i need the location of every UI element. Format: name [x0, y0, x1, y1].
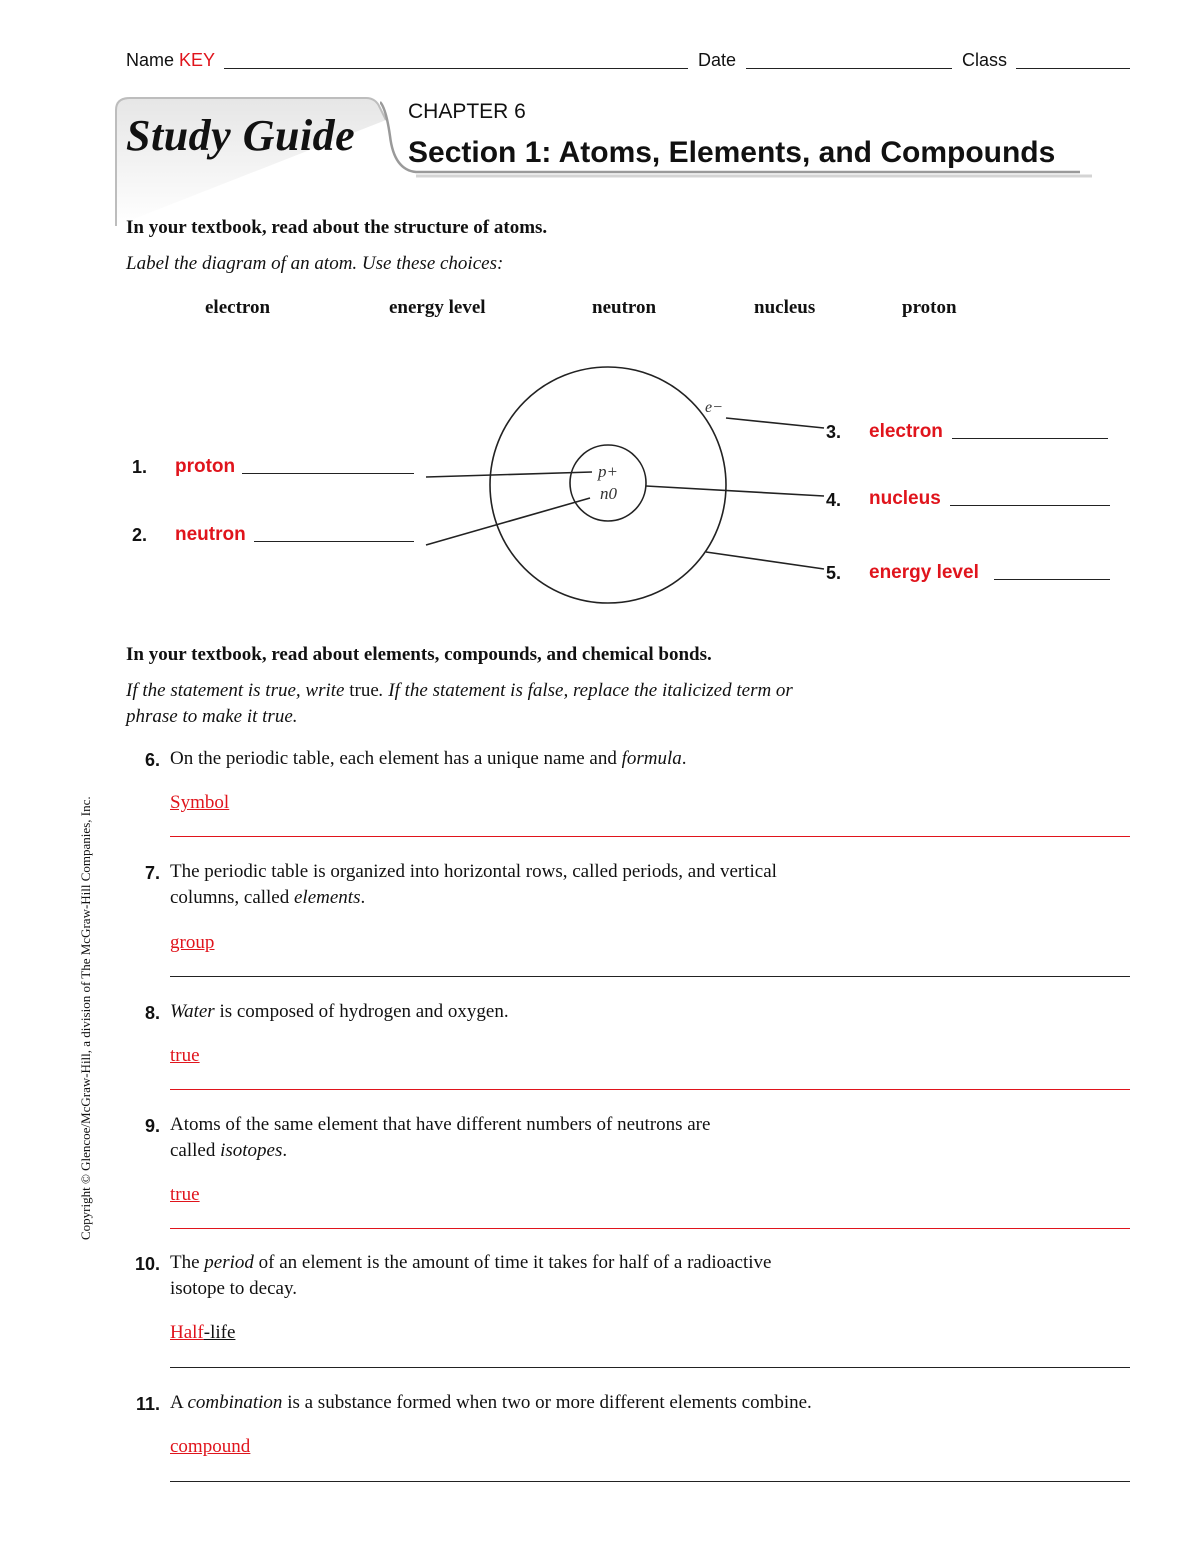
chapter-label: CHAPTER 6 [408, 100, 526, 123]
choice-neutron: neutron [592, 297, 657, 318]
question-10-text [170, 1250, 930, 1302]
question-11-number: 11. [135, 1394, 160, 1414]
label-4-answer: nucleus [869, 488, 941, 509]
label-5-answer: energy level [869, 562, 979, 583]
nucleus-circle [570, 445, 646, 521]
directions-part-b: . If the statement is false, replace the italicized term or [378, 680, 793, 701]
question-11-answer[interactable] [170, 1436, 250, 1458]
q6-post: . [681, 748, 687, 769]
label-4-number: 4. [826, 490, 842, 510]
label-2-answer: neutron [175, 524, 246, 545]
question-7-answer-line [170, 976, 1130, 977]
name-value: KEY [179, 50, 216, 70]
question-10-answer-line [170, 1367, 1130, 1368]
name-label: Name [126, 50, 175, 70]
choice-proton: proton [902, 297, 957, 318]
q11-post: is a substance formed when two or more different elements combine. [282, 1392, 812, 1413]
copyright-notice: Copyright © Glencoe/McGraw-Hill, a division of The McGraw-Hill Companies, Inc. [78, 796, 93, 1240]
question-9-answer[interactable] [170, 1184, 200, 1206]
q7-italic-term: elements [294, 887, 361, 908]
leader-line-electron [726, 418, 824, 428]
label-3-answer: electron [869, 421, 943, 442]
q6-answer-text: Symbol [170, 792, 230, 813]
date-label: Date [698, 50, 737, 70]
question-9-number: 9. [144, 1116, 160, 1136]
question-10-number: 10. [134, 1254, 160, 1274]
question-8-number: 8. [144, 1003, 160, 1023]
part2-instruction: In your textbook, read about elements, compounds, and chemical bonds. [126, 644, 712, 665]
label-1-number: 1. [132, 457, 148, 477]
part2-directions-line2: phrase to make it true. [126, 706, 298, 727]
choice-energy-level: energy level [389, 297, 486, 318]
q10-answer-text: Half [170, 1322, 204, 1343]
section-title: Section 1: Atoms, Elements, and Compounds [408, 136, 1056, 169]
part1-instruction: In your textbook, read about the structure of atoms. [126, 217, 548, 238]
leader-line-proton [426, 472, 592, 477]
q11-italic-term: combination [187, 1392, 283, 1413]
q11-answer-text: compound [170, 1436, 251, 1457]
q8-italic-term: Water [170, 1001, 215, 1022]
question-6-number: 6. [144, 750, 160, 770]
leader-line-neutron [426, 498, 590, 545]
part2-directions-line1 [126, 680, 793, 702]
directions-true-word: true [349, 680, 379, 701]
label-1-line [242, 473, 414, 474]
q7-post: . [360, 887, 366, 908]
label-2-number: 2. [132, 525, 148, 545]
q10-pre: The [170, 1252, 205, 1273]
directions-part-a: If the statement is true, write [126, 680, 350, 701]
leader-line-energy-level [706, 552, 824, 569]
q8-post: is composed of hydrogen and oxygen. [214, 1001, 509, 1022]
study-guide-title: Study Guide [126, 111, 356, 160]
question-9-answer-line [170, 1228, 1130, 1229]
question-7-answer[interactable] [170, 932, 214, 954]
label-3-line [952, 438, 1108, 439]
proton-symbol: p+ [598, 462, 618, 481]
q11-pre: A [170, 1392, 188, 1413]
question-8-answer[interactable] [170, 1045, 200, 1067]
class-label: Class [962, 50, 1008, 70]
label-3-number: 3. [826, 422, 842, 442]
choice-nucleus: nucleus [754, 297, 816, 318]
q10-italic-term: period [204, 1252, 254, 1273]
question-6-text [170, 746, 930, 772]
question-10-answer[interactable] [170, 1322, 235, 1344]
q10-post: of an element is the amount of time it takes for half of a radioactive [253, 1252, 772, 1273]
question-11-answer-line [170, 1481, 1130, 1482]
q9-answer-text: true [170, 1184, 200, 1205]
q8-answer-text: true [170, 1045, 200, 1066]
question-11-text [170, 1390, 1070, 1416]
q7-line2-pre: columns, called [170, 887, 294, 908]
q9-line2-pre: called [170, 1140, 221, 1161]
label-2-line [254, 541, 414, 542]
q9-post: . [282, 1140, 288, 1161]
q10-line2: isotope to decay. [170, 1278, 297, 1299]
question-6-answer-line [170, 836, 1130, 837]
electron-symbol: e− [705, 399, 723, 416]
question-8-answer-line [170, 1089, 1130, 1090]
q10-answer-suffix: -life [203, 1322, 236, 1343]
label-4-line [950, 505, 1110, 506]
question-7-number: 7. [144, 863, 160, 883]
question-7-text [170, 859, 930, 911]
q9-line1: Atoms of the same element that have different numbers of neutrons are [170, 1114, 711, 1135]
q6-pre: On the periodic table, each element has a unique name and [170, 748, 622, 769]
question-8-text [170, 999, 930, 1025]
label-5-line [994, 579, 1110, 580]
q7-line1: The periodic table is organized into horizontal rows, called periods, and vertical [170, 861, 777, 882]
q7-answer-text: group [170, 932, 215, 953]
part1-directions: Label the diagram of an atom. Use these choices: [126, 253, 504, 274]
label-5-number: 5. [826, 563, 842, 583]
choice-electron: electron [205, 297, 271, 318]
q9-italic-term: isotopes [220, 1140, 283, 1161]
question-9-text [170, 1112, 930, 1164]
question-6-answer[interactable] [170, 792, 229, 814]
label-1-answer: proton [175, 456, 236, 477]
leader-line-nucleus [646, 486, 824, 496]
neutron-symbol: n0 [600, 484, 617, 503]
q6-italic-term: formula [621, 748, 682, 769]
